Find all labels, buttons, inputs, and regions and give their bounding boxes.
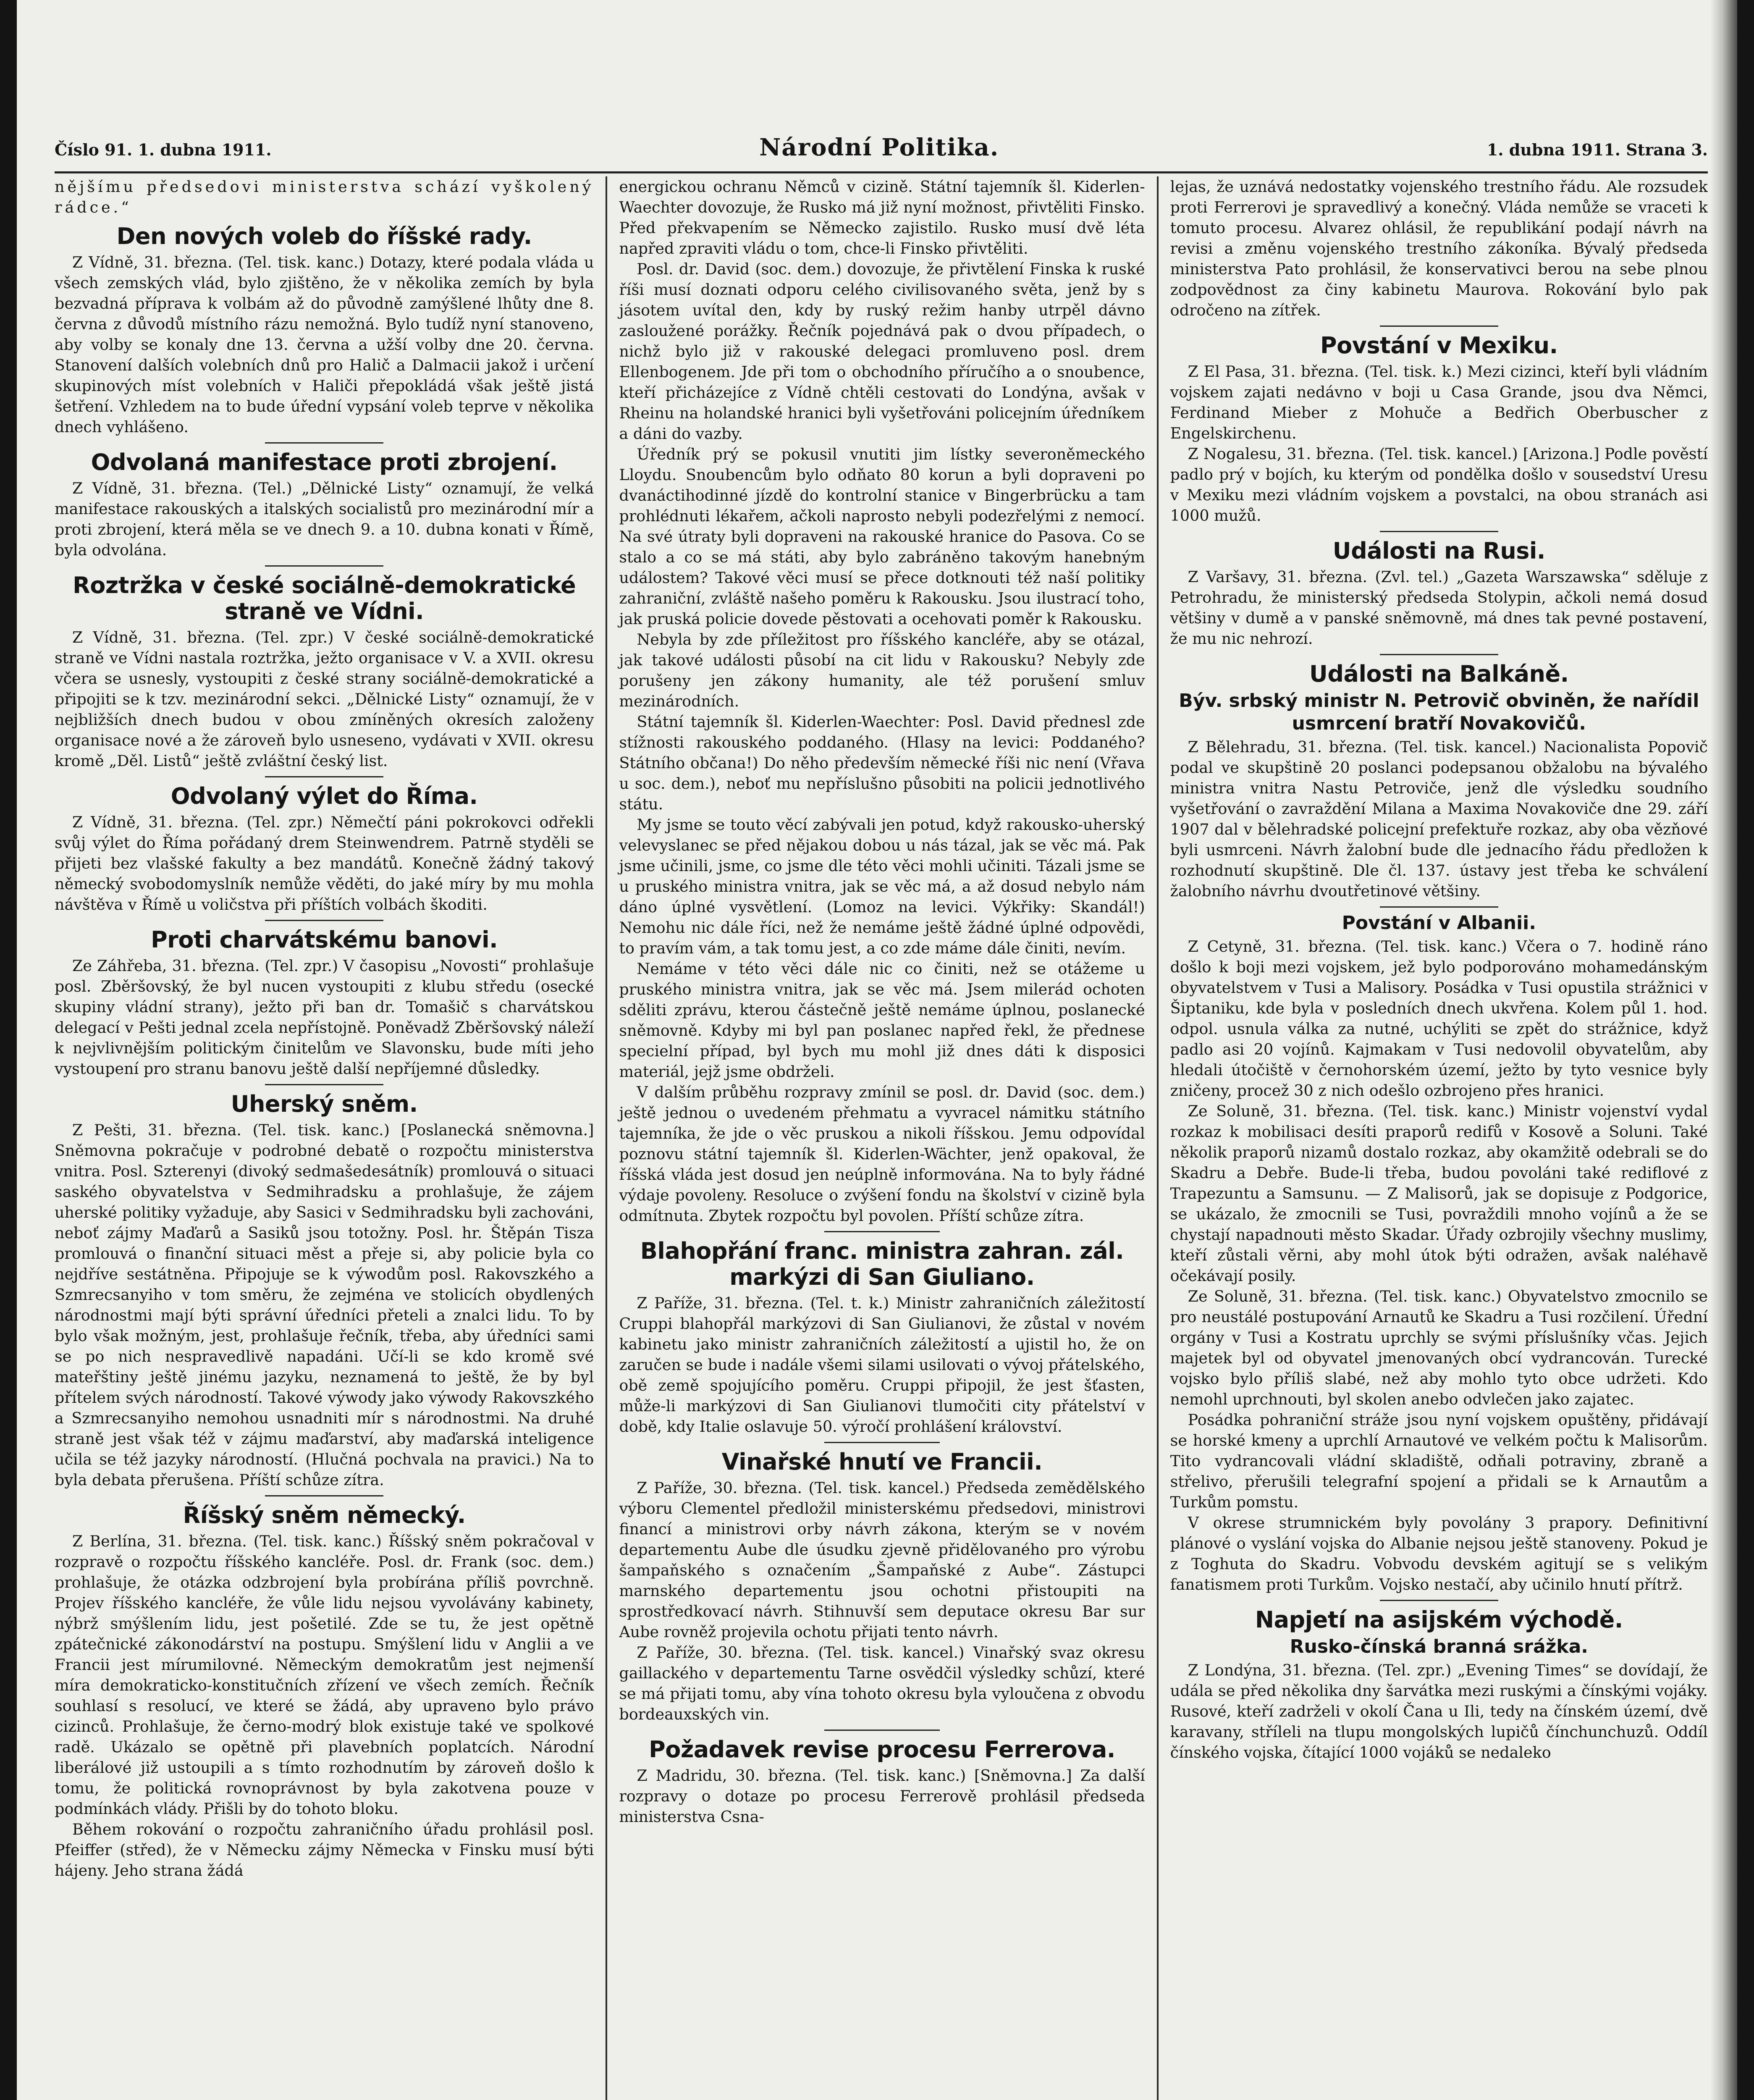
masthead-title: Národní Politika. — [759, 134, 999, 161]
article-paragraph: Úředník prý se pokusil vnutiti jim lístky severoněmeckého Lloydu. Snoubencům bylo odňato 80 korun a byli dopraveni po dvanáctihodinné jízdě do kontrolní stanice v Bingerbrücku a tam prohlédnuti lékařem, ačkoli naprosto nebyli podezřelými z nemocí. Na své útraty byli dopraveni na rakouské hranice do Pasova. Co se stalo a co se má státi, aby bylo zabráněno takovým hanebným událostem? Takové věci musí se přece dotknouti též naší politiky zahraniční, zvláště našeho poměru k Rakousku. Jsou ilustrací toho, jak pruská policie dovede pěstovati a ocehovati poměr k Rakousku. — [619, 445, 1145, 628]
separator-rule — [265, 565, 384, 567]
header-date-page: 1. dubna 1911. Strana 3. — [1487, 140, 1708, 159]
article-title: Odvolaná manifestace proti zbrojení. — [91, 449, 558, 475]
column-1 — [55, 176, 606, 2100]
article-paragraph: Z Pešti, 31. března. (Tel. tisk. kanc.) [Poslanecká sněmovna.] Sněmovna pokračuje v podrobné debatě o rozpočtu ministerstva vnitra. Posl. Szterenyi (divoký sedmašedesátník) promlouvá o situaci saského obyvatelstva v Sedmihradsku a prohlašuje, že zájem uherské politiky vyžaduje, aby Sasici v Sedmihradsku byli zachováni, neboť zájmy Maďarů a Sasiků jsou totožny. Posl. hr. Štěpán Tisza promlouvá o finanční situaci měst a přeje si, aby policie byla co nejdříve sestátněna. Připojuje se k výwodům posl. Rakovszkého a Szmrecsanyiho v tom směru, že zejména ve stolicích obydlených národnostmi mají býti správní úředníci přeteli a znalci lidu. To by bylo však možným, jest, prohlašuje řečník, třeba, aby úředníci sami se po nich nespravedlivě napadáni. Učí-li se kdo kromě své mateřštiny ještě jinému jazyku, neznamená to ještě, že by byl přítelem svých národností. Takové výwody jako výwody Rakovszkého a Szmrecsanyiho nemohou usnadniti mír s národnostmi. Na druhé straně jest však též v zájmu maďarství, aby maďarská inteligence učila se též jazyky národností. (Hlučná pochvala na pravici.) Na to byla debata přerušena. Příští schůze zítra. — [55, 1121, 594, 1489]
header-issue: Číslo 91. 1. dubna 1911. — [55, 140, 272, 159]
separator-rule — [265, 776, 384, 777]
article-paragraph: Z Paříže, 30. března. (Tel. tisk. kancel.) Vinařský svaz okresu gaillackého v departementu Tarne osvědčil výsledky schůzí, které se má přijati tomu, aby vína tohoto okresu byla vyloučena z obvodu bordeauxských vin. — [619, 1643, 1145, 1723]
article-paragraph: Z Vídně, 31. března. (Tel. zpr.) V české sociálně-demokratické straně ve Vídni nastala roztržka, ježto organisace v V. a XVII. okresu včera se usnesly, vystoupiti z české strany sociálně-demokratické a připojiti se k tzv. mezinárodní sekci. „Dělnické Listy“ oznamují, že v nejbližších dnech budou v obou zmíněných okresích založeny organisace nové a že zároveň bylo usneseno, vydávati v XVII. okresu kromě „Děl. Listů“ ještě zvláštní český list. — [55, 628, 594, 770]
article-title: Blahopřání franc. ministra zahran. zál. markýzi di San Giuliano. — [640, 1238, 1124, 1290]
article-paragraph: Státní tajemník šl. Kiderlen-Waechter: Posl. David přednesl zde stížnosti rakouského poddaného. (Hlasy na levici: Poddaného? Státního občana!) Do něho především německé říši nic není (Vřava u soc. dem.), neboť mu nepříslušno působiti na policii jednotlivého státu. — [619, 713, 1145, 813]
separator-rule — [265, 1495, 384, 1496]
article-paragraph: Z Vídně, 31. března. (Tel.) „Dělnické Listy“ oznamují, že velká manifestace rakouských a italských socialistů pro mezinárodní mír a proti zbrojení, která měla se ve dnech 9. a 10. dubna konati v Římě, byla odvolána. — [55, 479, 594, 559]
article-title: Události na Rusi. — [1332, 538, 1545, 564]
article-paragraph: Posádka pohraniční stráže jsou nyní vojskem opuštěny, přidávají se horské kmeny a uprchlí Arnautové ve velkém počtu k Malisorům. Tito vydrancovali vládní skladiště, odňali potraviny, zbraně a střelivo, přerušili telegrafní spojení a přidali se k Arnautům a Turkům pomstu. — [1170, 1411, 1708, 1511]
article-paragraph: Během rokování o rozpočtu zahraničního úřadu prohlásil posl. Pfeiffer (střed), že v Německu zájmy Německa v Finsku musí býti hájeny. Jeho strana žádá — [55, 1820, 594, 1880]
article-paragraph: Z Bělehradu, 31. března. (Tel. tisk. kancel.) Nacionalista Popovič podal ve skupštině 20 poslanci podepsanou obžalobu na bývalého ministra vnitra Nastu Petroviče, jenž dle výsledku soudního vyšetřování o zavraždění Milana a Maxima Novakoviče dne 29. září 1907 dal v bělehradské policejní prefektuře rozkaz, aby oba vězňové byli usmrceni. Návrh žalobní bude dle jednacího řádu předložen k rozhodnutí skupštině. Dle čl. 137. ústavy jest třeba ke schválení žalobního návrhu dvoutřetinové většiny. — [1170, 738, 1708, 900]
article-paragraph: Z Paříže, 31. března. (Tel. t. k.) Ministr zahraničních záležitostí Cruppi blahopřál markýzovi di San Giulianovi, že zůstal v novém kabinetu jako ministr zahraničních záležitostí a ujistil ho, že on zaručen se bude i nadále všemi silami usilovati o vývoj přátelského, obě země spojujícího poměru. Cruppi připojil, že jest šťasten, může-li markýzovi di San Giulianovi tlumočiti city přátelství v době, kdy Italie oslavuje 50. výročí prohlášení království. — [619, 1294, 1145, 1436]
column-grid — [55, 176, 1708, 2100]
article-paragraph: My jsme se touto věcí zabývali jen potud, když rakousko-uherský velevyslanec se před nějakou dobou u nás tázal, jak se věc má. Pak jsme učinili, jsme, co jsme dle této věci mohli učiniti. Tázali jsme se u pruského ministra vnitra, jak se věc má, a až dosud nebylo nám dáno úplné vysvětlení. (Lomoz na levici. Výkřiky: Skandál!) Nemohu nic dále říci, než že nemáme ještě žádné úplné odpovědi, to pravím vám, a tak tomu jest, a co zde máme dále činiti, nevím. — [619, 816, 1145, 957]
article-paragraph: Ze Soluně, 31. března. (Tel. tisk. kanc.) Ministr vojenství vydal rozkaz k mobilisaci desíti praporů redifů v Kosově a Soluni. Také několik praporů nizamů dostalo rozkaz, aby okamžitě odebrali se do Skadru a Debře. Bude-li třeba, budou povoláni také rediflové z Trapezuntu a Samsunu. — Z Malisorů, jak se dopisuje z Podgorice, se ukázalo, že zmocnili se Tusi, povraždili mnoho vojínů a že se chystají napadnouti město Skadar. Úřady ozbrojily všechny muslimy, kteří zůstali věrni, aby mohl útok býti odražen, avšak naléhavě očekávají posily. — [1170, 1102, 1708, 1285]
separator-rule — [1380, 654, 1498, 655]
newspaper-page — [17, 0, 1737, 2100]
article-subtitle: Rusko-čínská branná srážka. — [1290, 1636, 1588, 1657]
article-paragraph: Z El Pasa, 31. března. (Tel. tisk. k.) Mezi cizinci, kteří byli vládním vojskem zajati nedávno v boji u Casa Grande, jsou dva Němci, Ferdinand Mieber z Mohuče a Bedřich Oberbuscher z Engelskirchenu. — [1170, 362, 1708, 442]
separator-rule — [265, 442, 384, 444]
article-paragraph: Ze Záhřeba, 31. března. (Tel. zpr.) V časopisu „Novosti“ prohlašuje posl. Zběršovský, že byl nucen vystoupiti z klubu středu (osecké skupiny vládní strany), ježto při ban dr. Tomašič s charvátskou delegací v Pešti jednal zcela nepřístojně. Poněvadž Zběršovský náleží k nejvlivnějším politickým činitelům ve Slavonsku, bude míti jeho vystoupení pro stranu banovu ještě další nepříjemné důsledky. — [55, 957, 594, 1078]
article-paragraph: Z Paříže, 30. března. (Tel. tisk. kancel.) Předseda zemědělského výboru Clementel předložil ministerskému předsedovi, ministrovi financí a ministrovi orby návrh zákona, kterým se v novém departementu Aube dle úsudku zjevně přidělovaného pro výrobu šampaňského s označením „Šampaňské z Aube“. Zástupci marnského departementu jsou ochotni přistoupiti na sprostředkovací návrh. Stihnuvší sem deputace okresu Bar sur Aube rovněž projevila ochotu přijati tento návrh. — [619, 1479, 1145, 1641]
separator-rule — [265, 920, 384, 921]
article-title: Požadavek revise procesu Ferrerova. — [649, 1736, 1115, 1763]
article-paragraph: Nemáme v této věci dále nic co činiti, než se otážeme u pruského ministra vnitra, jak se věc má. Jsem milerád ochoten sděliti zprávu, kterou částečně ještě nemáme úplnou, poslanecké sněmovně. Kdyby mi byl pan poslanec napřed řekl, že přednese specielní případ, byl bych mu mohl již dnes dáti k disposici materiál, jejž jsme obdrželi. — [619, 960, 1145, 1081]
continued-text: lejas, že uznává nedostatky vojenského trestního řádu. Ale rozsudek proti Ferrerovi je spravedlivý a konečný. Vláda nemůže se vraceti k tomuto procesu. Alvarez ohlásil, že republikání podají návrh na revisi a změnu vojenského trestního zákoníka. Bývalý předseda ministerstva Pato prohlásil, že konservativci berou na sebe plnou zodpovědnost za činy kabinetu Maurova. Rokování bylo pak odročeno na zítřek. — [1170, 178, 1708, 319]
article-title: Napjetí na asijském východě. — [1255, 1606, 1623, 1633]
separator-rule — [265, 1084, 384, 1085]
article-paragraph: Ze Soluně, 31. března. (Tel. tisk. kanc.) Obyvatelstvo zmocnilo se pro neustálé postupování Arnautů ke Skadru a Tusi rozčilení. Úřední orgány v Tusi a Kostratu uprchly se svými příslušníky včas. Jejich majetek byl od obyvatel jmenovaných obcí vydrancován. Turecké vojsko bylo příliš slabé, než aby mohlo tyto obce udržeti. Kdo nemohl uprchnouti, byl skolen anebo odvlečen jako zajatec. — [1170, 1287, 1708, 1408]
article-subtitle: Býv. srbský ministr N. Petrovič obviněn, že nařídil usmrcení bratří Novakovičů. — [1179, 690, 1699, 734]
article-title: Povstání v Albanii. — [1342, 912, 1536, 934]
article-paragraph: Nebyla by zde příležitost pro říšského kancléře, aby se otázal, jak takové události působí na cit lidu v Rakousku? Nebyly zde porušeny jen zákony humanity, ale též porušení smluv mezinárodních. — [619, 630, 1145, 710]
article-title: Říšský sněm německý. — [183, 1502, 466, 1528]
article-paragraph: Z Madridu, 30. března. (Tel. tisk. kanc.) [Sněmovna.] Za další rozpravy o dotaze po procesu Ferrerově prohlásil předseda ministerstva Csna- — [619, 1767, 1145, 1826]
continued-text: nějšímu předsedovi ministerstva schází vyškolený rádce.“ — [55, 178, 594, 216]
article-paragraph: Z Nogalesu, 31. března. (Tel. tisk. kancel.) [Arizona.] Podle pověstí padlo prý v bojích, ku kterým od pondělka došlo v sousedství Uresu v Mexiku mezi vládním vojskem a povstalci, na obou stranách asi 1000 mužů. — [1170, 445, 1708, 525]
article-paragraph: Z Vídně, 31. března. (Tel. zpr.) Němečtí páni pokrokovci odřekli svůj výlet do Říma pořádaný drem Steinwendrem. Patrně styděli se přijeti bez vlašské fakulty a bez mandátů. Konečně žádný takový německý svobodomyslník nemůže věděti, do jaké míry by mu mohla návštěva v Římě u voličstva při příštích volbách škoditi. — [55, 813, 594, 914]
article-title: Události na Balkáně. — [1309, 661, 1569, 687]
separator-rule — [824, 1442, 940, 1443]
article-paragraph: Z Cetyně, 31. března. (Tel. tisk. kanc.) Včera o 7. hodině ráno došlo k boji mezi vojskem, jež bylo podporováno mohamedánským obyvatelstvem v Tusi a Malisory. Posádka v Tusi opustila strážnici v Šiptaniku, kde byla v posledních dnech ukvřena. Kolem půl 1. hod. odpol. usnula válka za nutné, uchýliti se zpět do strážnice, když padlo asi 20 vojínů. Kajmakam v Tusi nedovolil obyvatelům, aby hledali útočiště v černohorském území, ježto by tyto vesnice byly zničeny, procež 30 z nich odešlo ozbrojeno přes hranici. — [1170, 937, 1708, 1100]
separator-rule — [824, 1231, 940, 1232]
article-paragraph: Z Londýna, 31. března. (Tel. zpr.) „Evening Times“ se dovídají, že udála se před několika dny šarvátka mezi ruskými a čínskými vojáky. Rusové, kteří zadrželi v okolí Čana u Ili, tedy na čínském území, dvě karavany, stříleli na tlupu mongolských lupičů čínchunchuzů. Oddíl čínského vojska, čítající 1000 vojáků se nedaleko — [1170, 1661, 1708, 1761]
article-title: Den nových voleb do říšské rady. — [116, 223, 532, 249]
column-2 — [606, 176, 1156, 2100]
separator-rule — [1380, 531, 1498, 532]
separator-rule — [1380, 906, 1498, 908]
column-3 — [1157, 176, 1708, 2100]
separator-rule — [1380, 326, 1498, 327]
article-paragraph: Z Vídně, 31. března. (Tel. tisk. kanc.) Dotazy, které podala vláda u všech zemských vlád, bylo zjištěno, že v několika zemích by byla bezvadná příprava k volbám až do původně zamýšlené lhůty dne 8. června z důvodů místního rázu nemožná. Bylo tudíž nyní stanoveno, aby volby se konaly dne 13. června a užší volby dne 20. června. Stanovení dalších volebních dnů pro Halič a Dalmacii jakož i určení skupinových míst volebních v Haliči přepokládá však ještě jistá šetření. Vzhledem na to bude úřední vypsání voleb teprve v několika dnech vyhlášeno. — [55, 253, 594, 436]
article-paragraph: Z Varšavy, 31. března. (Zvl. tel.) „Gazeta Warszawska“ sděluje z Petrohradu, že ministerský předseda Stolypin, ačkoli nemá dosud většiny v dumě a v panské sněmovně, má dnes tak pevné postavení, že mu nic nehrozí. — [1170, 568, 1708, 648]
article-title: Roztržka v české sociálně-demokratické straně ve Vídni. — [73, 572, 576, 625]
separator-rule — [824, 1730, 940, 1731]
continued-text: energickou ochranu Němců v cizině. Státní tajemník šl. Kiderlen-Waechter dovozuje, že Rusko má již nyní možnost, přivtěliti Finsko. Před překvapením se Německo zajistilo. Rusko musí dvě léta napřed zpraviti vládu o tom, chce-li Finsko přivtěliti. — [619, 178, 1145, 257]
page-header — [55, 134, 1708, 173]
article-title: Povstání v Mexiku. — [1320, 332, 1558, 359]
article-title: Odvolaný výlet do Říma. — [170, 783, 478, 809]
article-title: Proti charvátskému banovi. — [151, 927, 498, 953]
article-paragraph: V dalším průběhu rozpravy zmínil se posl. dr. David (soc. dem.) ještě jednou o uvedeném přehmatu a vyvracel námitku státního tajemníka, že jde o věc pruskou a nikoli říšskou. Jemu odpovídal poznovu státní tajemník šl. Kiderlen-Wächter, jenž opakoval, že říšská vláda jest dosud jen neúplně informována. Na to byly řádné výdaje povoleny. Resoluce o zvýšení fondu na školství v cizině byla odmítnuta. Zbytek rozpočtu byl povolen. Příští schůze zítra. — [619, 1083, 1145, 1225]
article-title: Uherský sněm. — [231, 1091, 418, 1117]
page-spine-shadow — [1710, 0, 1737, 2100]
separator-rule — [1380, 1600, 1498, 1601]
article-paragraph: Z Berlína, 31. března. (Tel. tisk. kanc.) Říšský sněm pokračoval v rozpravě o rozpočtu říšského kancléře. Posl. dr. Frank (soc. dem.) prohlašuje, že otázka odzbrojení byla probírána příliš povrchně. Projev říšského kancléře, že vůle lidu nejsou vyvolávány kabinety, nýbrž smýšlením lidu, jest pošetilé. Zde se tu, že jest opětně zpátečnické zákonodárství na postupu. Smýšlení lidu v Anglii a ve Francii jest mírumilovné. Německým demokratům jest nejmenší míra demokraticko-konstitučních zřízení ve všech zemích. Řečník souhlasí s resolucí, ve které se žádá, aby upraveno bylo právo cizinců. Prohlašuje, že černo-modrý blok existuje také ve spolkové radě. Ukázalo se opětně při plavebních poplatcích. Národní liberálové již ustoupili a s tímto rozhodnutím by zároveň došlo k tomu, že politická rovnoprávnost by byla zakotvena pouze v podmínkách vlády. Přišli by do tohoto bloku. — [55, 1532, 594, 1818]
article-title: Vinařské hnutí ve Francii. — [721, 1449, 1043, 1475]
article-paragraph: Posl. dr. David (soc. dem.) dovozuje, že přivtělení Finska k ruské říši musí doznati odporu celého civilisovaného světa, jenž by s jásotem uvítal den, kdy by ruský režim hanby utrpěl dávno zasloužené porážky. Řečník pojednává pak o dvou případech, o nichž bylo již v rakouské delegaci promluveno posl. drem Ellenbogenem. Jde při tom o obchodního příručího a o snoubence, kteří přicházejíce z Vídně chtěli cestovati do Londýna, avšak v Rheinu na holandské hranici byli vyšetřováni policejním úředníkem a dáni do vazby. — [619, 260, 1145, 443]
article-paragraph: V okrese strumnickém byly povolány 3 prapory. Definitivní plánové o vyslání vojska do Albanie nejsou ještě stanoveny. Pokud je z Toghuta do Skadru. Vobvodu devském agitují se s velikým fanatismem proti Turkům. Vojsko nestačí, aby učinilo hnutí přítrž. — [1170, 1514, 1708, 1593]
